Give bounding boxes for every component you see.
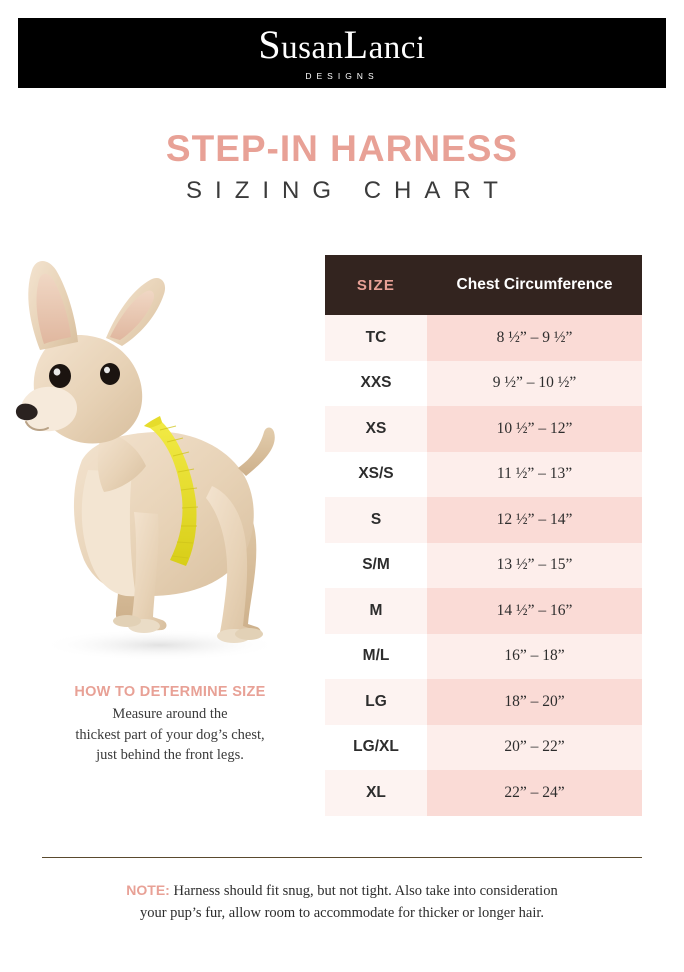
table-row bbox=[325, 725, 642, 771]
sizing-table bbox=[325, 255, 642, 816]
cell-chest: 16” – 18” bbox=[427, 634, 642, 680]
brand-susan: usan bbox=[281, 30, 344, 66]
note-line-2: your pup’s fur, allow room to accommodate for thicker or longer hair. bbox=[139, 904, 545, 921]
cell-chest: 10 ½” – 12” bbox=[427, 406, 642, 452]
footer-divider bbox=[42, 857, 642, 858]
cell-size: XS bbox=[325, 406, 427, 452]
how-to-title: HOW TO DETERMINE SIZE bbox=[74, 684, 266, 700]
cell-chest: 11 ½” – 13” bbox=[427, 452, 642, 498]
how-to-line-1: Measure around the bbox=[112, 706, 228, 722]
chihuahua-illustration bbox=[10, 240, 320, 660]
table-row bbox=[325, 497, 642, 543]
table-row bbox=[325, 315, 642, 361]
table-row bbox=[325, 588, 642, 634]
cell-chest: 12 ½” – 14” bbox=[427, 497, 642, 543]
note-line-1: Harness should fit snug, but not tight. Also take into consideration bbox=[169, 883, 558, 899]
brand-logo-text bbox=[258, 22, 426, 67]
brand-tagline: DESIGNS bbox=[305, 71, 379, 81]
cell-chest: 20” – 22” bbox=[427, 725, 642, 771]
table-row bbox=[325, 543, 642, 589]
cell-size: M bbox=[325, 588, 427, 634]
brand-lanci: anci bbox=[368, 30, 426, 66]
dog-photo bbox=[10, 240, 320, 660]
table-row bbox=[325, 452, 642, 498]
how-to-line-2: thickest part of your dog’s chest, bbox=[75, 726, 265, 743]
brand-header bbox=[18, 18, 666, 88]
cell-chest: 8 ½” – 9 ½” bbox=[427, 315, 642, 361]
column-header-size: SIZE bbox=[325, 255, 427, 315]
footer-note bbox=[42, 880, 642, 925]
cell-chest: 14 ½” – 16” bbox=[427, 588, 642, 634]
cell-size: XL bbox=[325, 770, 427, 816]
how-to-line-3: just behind the front legs. bbox=[96, 747, 244, 764]
cell-size: LG bbox=[325, 679, 427, 725]
table-row bbox=[325, 406, 642, 452]
cell-size: S/M bbox=[325, 543, 427, 589]
cell-chest: 18” – 20” bbox=[427, 679, 642, 725]
table-row bbox=[325, 361, 642, 407]
cell-chest: 22” – 24” bbox=[427, 770, 642, 816]
cell-size: XS/S bbox=[325, 452, 427, 498]
column-header-chest: Chest Circumference bbox=[427, 255, 642, 315]
table-row bbox=[325, 679, 642, 725]
brand-initial-l: L bbox=[343, 22, 369, 67]
cell-size: TC bbox=[325, 315, 427, 361]
how-to-determine-size bbox=[20, 684, 320, 766]
cell-chest: 9 ½” – 10 ½” bbox=[427, 361, 642, 407]
table-row bbox=[325, 770, 642, 816]
cell-size: M/L bbox=[325, 634, 427, 680]
cell-size: XXS bbox=[325, 361, 427, 407]
brand-initial-s: S bbox=[258, 22, 282, 67]
table-row bbox=[325, 634, 642, 680]
note-label: NOTE: bbox=[126, 882, 170, 898]
table-body bbox=[325, 315, 642, 816]
cell-chest: 13 ½” – 15” bbox=[427, 543, 642, 589]
page-title: STEP-IN HARNESS bbox=[165, 128, 519, 169]
cell-size: LG/XL bbox=[325, 725, 427, 771]
cell-size: S bbox=[325, 497, 427, 543]
page-subtitle: SIZING CHART bbox=[186, 177, 511, 204]
table-header-row bbox=[325, 255, 642, 315]
